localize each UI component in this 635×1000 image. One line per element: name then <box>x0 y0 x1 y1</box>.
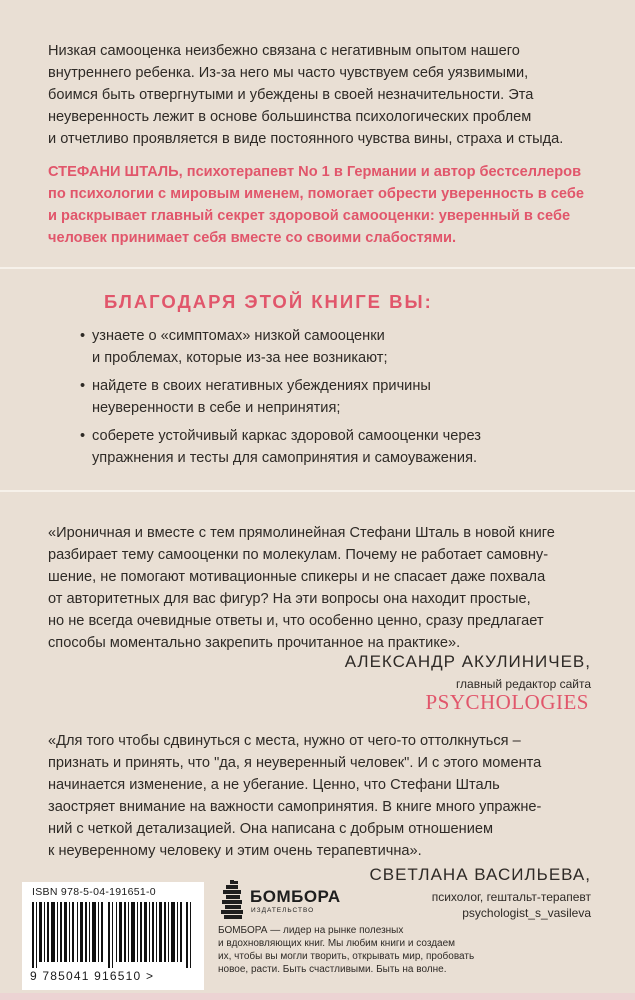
author-intro-paragraph <box>48 161 603 249</box>
bottom-strip <box>0 993 635 1000</box>
benefit-item <box>80 425 590 469</box>
benefit-line: найдете в своих негативных убеждениях причины <box>92 378 431 394</box>
quote-line: начинается изменение, а не убегание. Ценно, что Стефани Шталь <box>48 777 500 793</box>
section-divider <box>0 490 635 492</box>
author-handle: psychologist_s_vasileva <box>462 906 591 920</box>
barcode-number: 9 785041 916510 > <box>30 969 155 983</box>
intro-line: боимся быть отвергнутыми и убеждены в своей незначительности. Эта <box>48 87 534 103</box>
benefit-text <box>80 375 590 419</box>
quote-line: способы моментально закрепить прочитанное на практике». <box>48 635 461 651</box>
benefit-line: соберете устойчивый каркас здоровой самооценки через <box>92 428 481 444</box>
review-quote <box>48 522 603 654</box>
quote-line: ний с четкой детализацией. Она написана с добрым отношением <box>48 821 494 837</box>
barcode <box>22 882 204 990</box>
blurb-line: их, чтобы вы могли творить, открывать мир, пробовать <box>218 951 475 962</box>
quote-line: заостряет внимание на важности самопринятия. В книге много упражне- <box>48 799 542 815</box>
intro-line: внутреннего ребенка. Из-за него мы часто чувствуем себя уязвимыми, <box>48 65 529 81</box>
benefit-line: упражнения и тесты для самопринятия и самоуважения. <box>92 450 478 466</box>
blurb-line: новое, расти. Быть счастливыми. Быть на волне. <box>218 964 447 975</box>
publisher-name: БОМБОРА <box>250 887 341 906</box>
author-intro-line: и раскрывает главный секрет здоровой самооценки: уверенный в себе <box>48 208 571 224</box>
bombora-logo-icon <box>220 880 246 920</box>
author-intro-line: человек принимает себя вместе со своими слабостями. <box>48 230 457 246</box>
author-role: главный редактор сайта <box>455 677 591 691</box>
blurb-line: БОМБОРА — лидер на рынке полезных <box>218 925 404 936</box>
quote-line: шение, не помогают мотивационные спикеры и не спасает даже похвала <box>48 569 546 585</box>
benefits-title: БЛАГОДАРЯ ЭТОЙ КНИГЕ ВЫ: <box>104 291 433 312</box>
quote-line: «Для того чтобы сдвинуться с места, нужно от чего-то оттолкнуться – <box>48 733 521 749</box>
benefit-line: и проблемах, которые из-за нее возникают; <box>92 350 388 366</box>
quote-line: признать и принять, что "да, я неуверенный человек". И с этого момента <box>48 755 542 771</box>
intro-line: и отчетливо проявляется в виде постоянного чувства вины, страха и стыда. <box>48 131 564 147</box>
review-author <box>345 652 591 692</box>
benefit-item <box>80 325 590 369</box>
intro-line: неуверенность лежит в основе большинства психологических проблем <box>48 109 532 125</box>
benefit-text <box>80 425 590 469</box>
quote-line: разбирает тему самооценки по молекулам. Почему не работает самовну- <box>48 547 549 563</box>
benefit-line: неуверенности в себе и непринятия; <box>92 400 341 416</box>
bullet-icon: • <box>80 328 86 344</box>
author-role: психолог, гештальт-терапевт <box>431 890 591 904</box>
review-author <box>369 865 591 921</box>
benefit-text <box>80 325 590 369</box>
benefit-line: узнаете о «симптомах» низкой самооценки <box>92 328 385 344</box>
quote-line: от авторитетных для вас фигур? На эти вопросы она находит простые, <box>48 591 531 607</box>
isbn-text: ISBN 978-5-04-191651-0 <box>32 886 156 898</box>
quote-line: к неуверенному человеку и этим очень терапевтична». <box>48 843 422 859</box>
publisher-blurb <box>218 924 518 976</box>
bullet-icon: • <box>80 428 86 444</box>
blurb-line: и вдохновляющих книг. Мы любим книги и создаем <box>218 938 456 949</box>
author-intro-line: СТЕФАНИ ШТАЛЬ, психотерапевт No 1 в Германии и автор бестселлеров <box>48 164 582 180</box>
publisher-subtitle: ИЗДАТЕЛЬСТВО <box>251 907 315 914</box>
author-intro-line: по психологии с мировым именем, помогает обрести уверенность в себе <box>48 186 584 202</box>
psychologies-logo: PSYCHOLOGIES <box>425 690 589 714</box>
quote-line: «Ироничная и вместе с тем прямолинейная Стефани Шталь в новой книге <box>48 525 555 541</box>
section-divider <box>0 267 635 269</box>
intro-line: Низкая самооценка неизбежно связана с негативным опытом нашего <box>48 43 520 59</box>
intro-paragraph <box>48 40 603 150</box>
quote-line: но не всегда очевидные ответы и, что особенно ценно, сразу предлагает <box>48 613 544 629</box>
barcode-bars <box>32 902 194 968</box>
benefit-item <box>80 375 590 419</box>
author-name: СВЕТЛАНА ВАСИЛЬЕВА, <box>369 865 591 884</box>
author-name: АЛЕКСАНДР АКУЛИНИЧЕВ, <box>344 652 591 671</box>
bullet-icon: • <box>80 378 86 394</box>
review-quote <box>48 730 603 862</box>
